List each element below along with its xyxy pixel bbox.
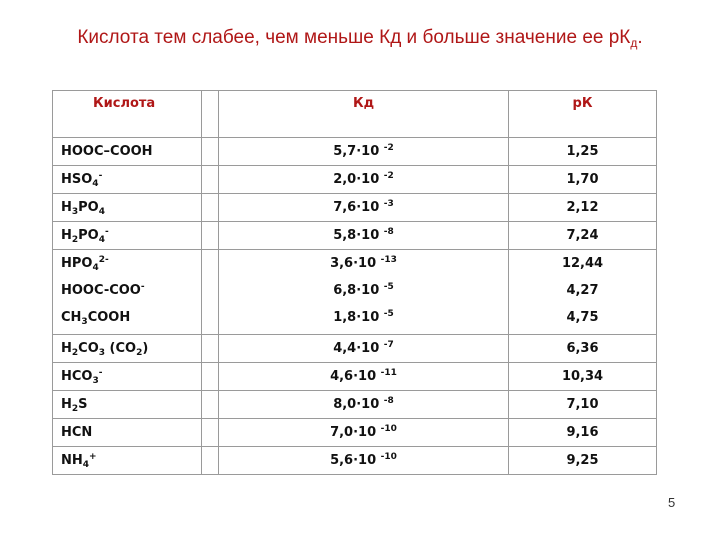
spacer-cell	[202, 222, 219, 250]
table-row	[53, 194, 657, 222]
pk-cell: 9,25	[509, 447, 657, 475]
pk-cell: 6,36	[509, 335, 657, 363]
acid-name-cell: $HCO_3^-$	[53, 363, 202, 391]
kd-cell: 7,6·10 $^{-3}$	[219, 194, 509, 222]
acid-name-cell: HCN	[53, 419, 202, 447]
title-text: Кислота тем слабее, чем меньше Кд и больше значение ее рК	[77, 27, 631, 48]
acid-name: $HPO_4^{2-}$	[61, 255, 109, 273]
pk-cell: 2,12	[509, 194, 657, 222]
acid-name-cell: $H_2S$	[53, 391, 202, 419]
acid-name-cell: $HSO_4^-$	[53, 166, 202, 194]
spacer-cell	[202, 138, 219, 166]
table-row	[53, 335, 657, 363]
spacer-cell	[202, 391, 219, 419]
kd-cell: 4,6·10 $^{-11}$	[219, 363, 509, 391]
slide-title	[0, 27, 720, 49]
acid-name-cell: HOOC–COOH	[53, 138, 202, 166]
acid-name-cell: $H_3PO_4$	[53, 194, 202, 222]
pk-value: 12,44	[561, 256, 604, 271]
table-row	[53, 166, 657, 194]
pk-cell: 1,70	[509, 166, 657, 194]
title-end: .	[637, 27, 643, 48]
pk-cell: 7,24	[509, 222, 657, 250]
acid-name-cell: $H_2CO_3$ $(CO_2)$	[53, 335, 202, 363]
spacer-cell	[202, 335, 219, 363]
spacer-cell	[202, 447, 219, 475]
kd-cell: 5,7·10 $^{-2}$	[219, 138, 509, 166]
header-pk: рК	[509, 91, 657, 138]
table-header-row	[53, 91, 657, 138]
pk-value: 4,27	[566, 283, 599, 298]
spacer-cell	[202, 363, 219, 391]
spacer-cell	[202, 419, 219, 447]
pk-value: 4,75	[566, 310, 599, 325]
kd-value: 3,6·10 $^{-13}$	[330, 255, 397, 271]
kd-cell: 8,0·10 $^{-8}$	[219, 391, 509, 419]
table-row	[53, 250, 657, 335]
header-spacer	[202, 91, 219, 138]
spacer-cell	[202, 194, 219, 222]
pk-cell: 10,34	[509, 363, 657, 391]
kd-cell: 5,6·10 $^{-10}$	[219, 447, 509, 475]
table-row	[53, 222, 657, 250]
table-row	[53, 447, 657, 475]
table-row	[53, 419, 657, 447]
table-row	[53, 391, 657, 419]
kd-cell: 4,4·10 $^{-7}$	[219, 335, 509, 363]
kd-cell	[219, 250, 509, 335]
acid-name-cell: $NH_4^+$	[53, 447, 202, 475]
kd-cell: 2,0·10 $^{-2}$	[219, 166, 509, 194]
pk-cell: 9,16	[509, 419, 657, 447]
table-row	[53, 138, 657, 166]
acid-name-cell: $H_2PO_4^-$	[53, 222, 202, 250]
pk-cell: 7,10	[509, 391, 657, 419]
title-subscript: д	[630, 36, 638, 50]
acid-name: HOOC-COO-	[61, 282, 145, 298]
header-acid: Кислота	[53, 91, 202, 138]
acid-name-cell	[53, 250, 202, 335]
kd-cell: 5,8·10 $^{-8}$	[219, 222, 509, 250]
pk-cell: 1,25	[509, 138, 657, 166]
kd-cell: 7,0·10 $^{-10}$	[219, 419, 509, 447]
page-number: 5	[668, 495, 676, 510]
acid-name: $CH_3COOH$	[61, 310, 131, 327]
acid-constants-table	[52, 90, 657, 475]
spacer-cell	[202, 250, 219, 335]
kd-value: 1,8·10 $^{-5}$	[333, 309, 394, 325]
table-row	[53, 363, 657, 391]
header-kd: Кд	[219, 91, 509, 138]
pk-cell	[509, 250, 657, 335]
spacer-cell	[202, 166, 219, 194]
kd-value: 6,8·10 $^{-5}$	[333, 282, 394, 298]
